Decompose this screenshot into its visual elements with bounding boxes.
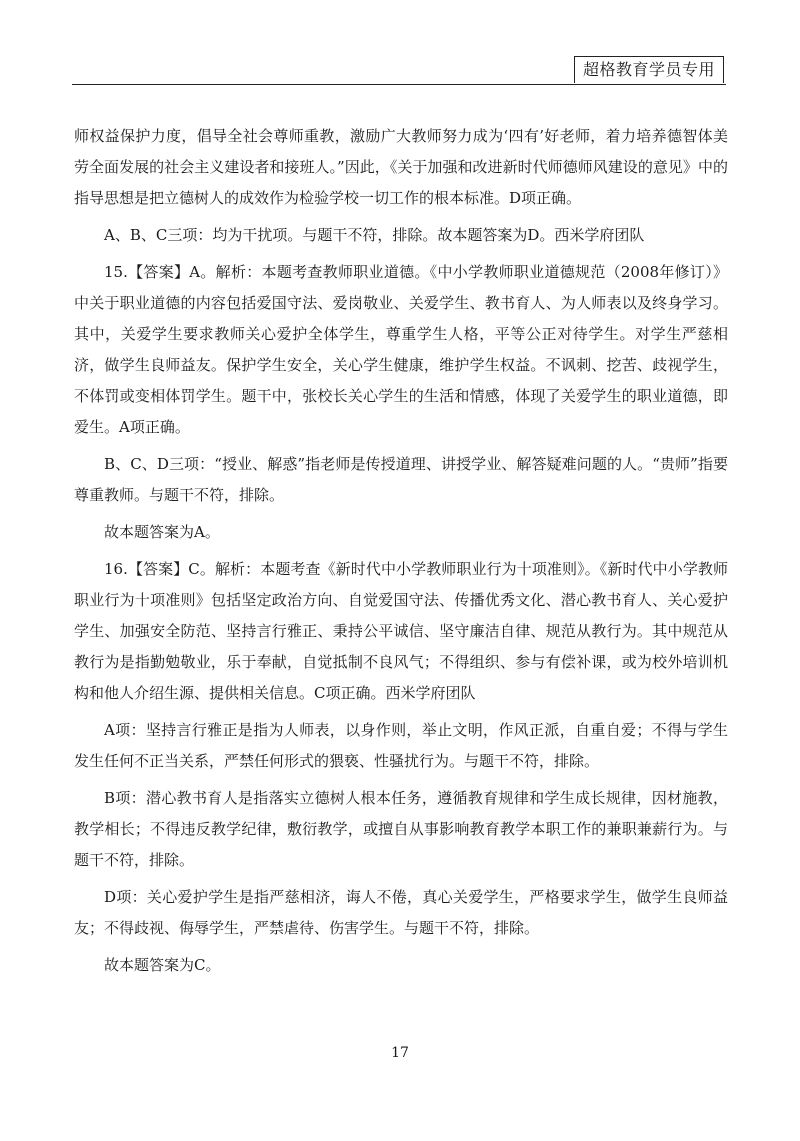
paragraph-q16-conclusion: 故本题答案为C。: [104, 956, 221, 974]
paragraph-q15-conclusion: 故本题答案为A。: [104, 523, 220, 541]
paragraph-q16-answer: 16.【答案】C。解析：本题考查《新时代中小学教师职业行为十项准则》。《新时代中小学教师职业行为十项准则》包括坚定政治方向、自觉爱国守法、传播优秀文化、潜心教书育人、关心爱护学生、加强安全防范、坚持言行雅正、秉持公平诚信、坚守廉洁自律、规范从教行为。其中规范从教行为是指勤勉敬业，乐于奉献，自觉抵制不良风气；不得组织、参与有偿补课，或为校外培训机构和他人介绍生源、提供相关信息。C项正确。西米学府团队: [74, 560, 728, 702]
paragraph-q16-option-b: B项：潜心教书育人是指落实立德树人根本任务，遵循教育规律和学生成长规律，因材施教，教学相长；不得违反教学纪律，敷衍教学，或擅自从事影响教育教学本职工作的兼职兼薪行为。与题干不符，排除。: [74, 789, 728, 869]
paragraph-q15-answer: 15.【答案】A。解析：本题考查教师职业道德。《中小学教师职业道德规范（2008年修订）》中关于职业道德的内容包括爱国守法、爱岗敬业、关爱学生、教书育人、为人师表以及终身学习。其中，关爱学生要求教师关心爱护全体学生，尊重学生人格，平等公正对待学生。对学生严慈相济，做学生良师益友。保护学生安全，关心学生健康，维护学生权益。不讽刺、挖苦、歧视学生，不体罚或变相体罚学生。题干中，张校长关心学生的生活和情感，体现了关爱学生的职业道德，即爱生。A项正确。: [74, 263, 728, 436]
paragraph-continuation: 师权益保护力度，倡导全社会尊师重教，激励广大教师努力成为‘四有’好老师，着力培养德智体美劳全面发展的社会主义建设者和接班人。”因此，《关于加强和改进新时代师德师风建设的意见》中的指导思想是把立德树人的成效作为检验学校一切工作的根本标准。D项正确。: [74, 127, 728, 207]
header-rule: [72, 84, 726, 85]
body-text: [74, 121, 728, 987]
header-badge: 超格教育学员专用: [574, 56, 724, 83]
paragraph-q14-other-options: A、B、C三项：均为干扰项。与题干不符，排除。故本题答案为D。西米学府团队: [104, 226, 645, 244]
page-number: 17: [391, 1045, 409, 1061]
paragraph-q16-option-a: A项：坚持言行雅正是指为人师表，以身作则，举止文明，作风正派，自重自爱；不得与学生发生任何不正当关系，严禁任何形式的猥亵、性骚扰行为。与题干不符，排除。: [74, 721, 728, 770]
paragraph-q16-option-d: D项：关心爱护学生是指严慈相济，诲人不倦，真心关爱学生，严格要求学生，做学生良师益友；不得歧视、侮辱学生，严禁虐待、伤害学生。与题干不符，排除。: [74, 888, 728, 937]
paragraph-q15-other-options: B、C、D三项：“授业、解惑”指老师是传授道理、讲授学业、解答疑难问题的人。“贵师”指要尊重教师。与题干不符，排除。: [74, 455, 728, 504]
